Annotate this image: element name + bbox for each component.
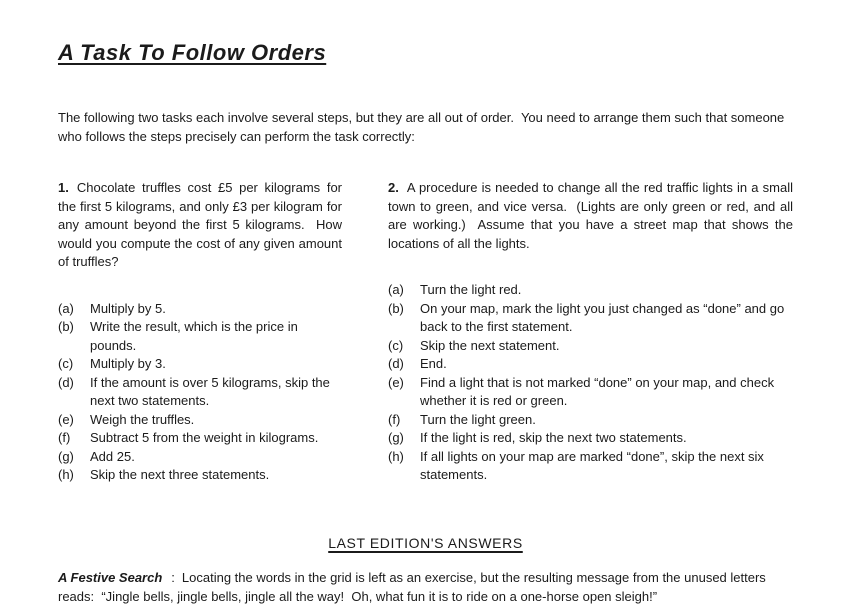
step-label: (b)	[58, 319, 74, 334]
list-item	[58, 374, 342, 411]
step-label: (a)	[58, 300, 74, 316]
step-label: (h)	[58, 467, 74, 482]
step-text: Subtract 5 from the weight in kilograms.	[90, 430, 319, 445]
list-item	[58, 411, 342, 430]
step-label: (d)	[58, 374, 74, 390]
step-text: Multiply by 5.	[90, 300, 166, 316]
list-item	[388, 411, 793, 430]
task-2-text: A procedure is needed to change all the red traffic lights in a small town to green, and vice versa. (Lights are only green or red, and all are working.) Assume that you have a street map that shows the locations of all the lights.	[388, 180, 797, 251]
step-label: (d)	[388, 356, 404, 371]
tasks-columns	[58, 179, 797, 485]
list-item	[388, 337, 793, 356]
step-text: End.	[420, 356, 447, 371]
step-label: (e)	[58, 411, 74, 427]
step-text: If the light is red, skip the next two statements.	[420, 430, 687, 445]
step-text: Multiply by 3.	[90, 356, 166, 371]
step-label: (h)	[388, 448, 404, 464]
list-item	[388, 300, 793, 337]
step-text: Weigh the truffles.	[90, 411, 195, 427]
list-item	[58, 300, 342, 319]
step-text: On your map, mark the light you just changed as “done” and go back to the first statement.	[420, 300, 788, 334]
step-text: Turn the light green.	[420, 411, 536, 427]
task-1-description	[58, 179, 346, 272]
answer-separator: :	[171, 569, 175, 585]
step-label: (a)	[388, 282, 404, 297]
intro-paragraph	[58, 108, 793, 146]
step-label: (g)	[58, 448, 74, 464]
list-item	[58, 448, 342, 467]
intro-text: The following two tasks each involve several steps, but they are all out of order. You need to arrange them such that someone who follows the steps precisely can perform the task correctly:	[58, 110, 788, 144]
list-item	[58, 466, 342, 485]
task-2-description	[388, 179, 797, 253]
answer-text: Locating the words in the grid is left as an exercise, but the resulting message from the unused letters reads: “Jingle bells, jingle bells, jingle all the way! Oh, what fun it is to ride on a one-horse open sleigh!”	[58, 569, 770, 604]
step-text: If all lights on your map are marked “done”, skip the next six statements.	[420, 448, 768, 482]
task-2-section	[388, 179, 797, 485]
list-item	[388, 281, 793, 300]
step-text: Find a light that is not marked “done” on your map, and check whether it is red or green.	[420, 374, 778, 408]
task-2-number: 2.	[388, 180, 399, 195]
task-2-steps	[388, 281, 793, 485]
page-title: A Task To Follow Orders	[58, 40, 327, 65]
step-text: Write the result, which is the price in pounds.	[90, 319, 302, 353]
column-gap	[342, 179, 388, 485]
step-label: (f)	[58, 430, 71, 445]
task-1-section	[58, 179, 346, 485]
list-item	[388, 448, 793, 485]
list-item	[388, 374, 793, 411]
step-label: (c)	[58, 356, 74, 371]
list-item	[58, 318, 342, 355]
step-text: Add 25.	[90, 448, 135, 464]
step-text: Turn the light red.	[420, 282, 522, 297]
task-1-text: Chocolate truffles cost £5 per kilograms for the first 5 kilograms, and only £3 per kilogram for any amount beyond the first 5 kilograms. How would you compute the cost of any given amount of truffles?	[58, 180, 346, 269]
step-label: (f)	[388, 411, 401, 427]
step-label: (b)	[388, 300, 404, 316]
answers-section	[58, 535, 793, 606]
list-item	[58, 355, 342, 374]
list-item	[58, 429, 342, 448]
step-label: (e)	[388, 374, 404, 390]
answers-paragraph	[58, 568, 793, 606]
list-item	[388, 429, 793, 448]
step-text: Skip the next statement.	[420, 337, 560, 353]
step-label: (g)	[388, 430, 404, 445]
answers-heading: LAST EDITION'S ANSWERS	[328, 534, 523, 551]
title-row	[58, 40, 793, 88]
task-1-number: 1.	[58, 180, 69, 195]
task-1-steps	[58, 300, 342, 485]
step-text: If the amount is over 5 kilograms, skip the next two statements.	[90, 374, 334, 408]
answer-item-title: A Festive Search	[58, 569, 163, 585]
list-item	[388, 355, 793, 374]
step-label: (c)	[388, 337, 404, 353]
step-text: Skip the next three statements.	[90, 467, 270, 482]
